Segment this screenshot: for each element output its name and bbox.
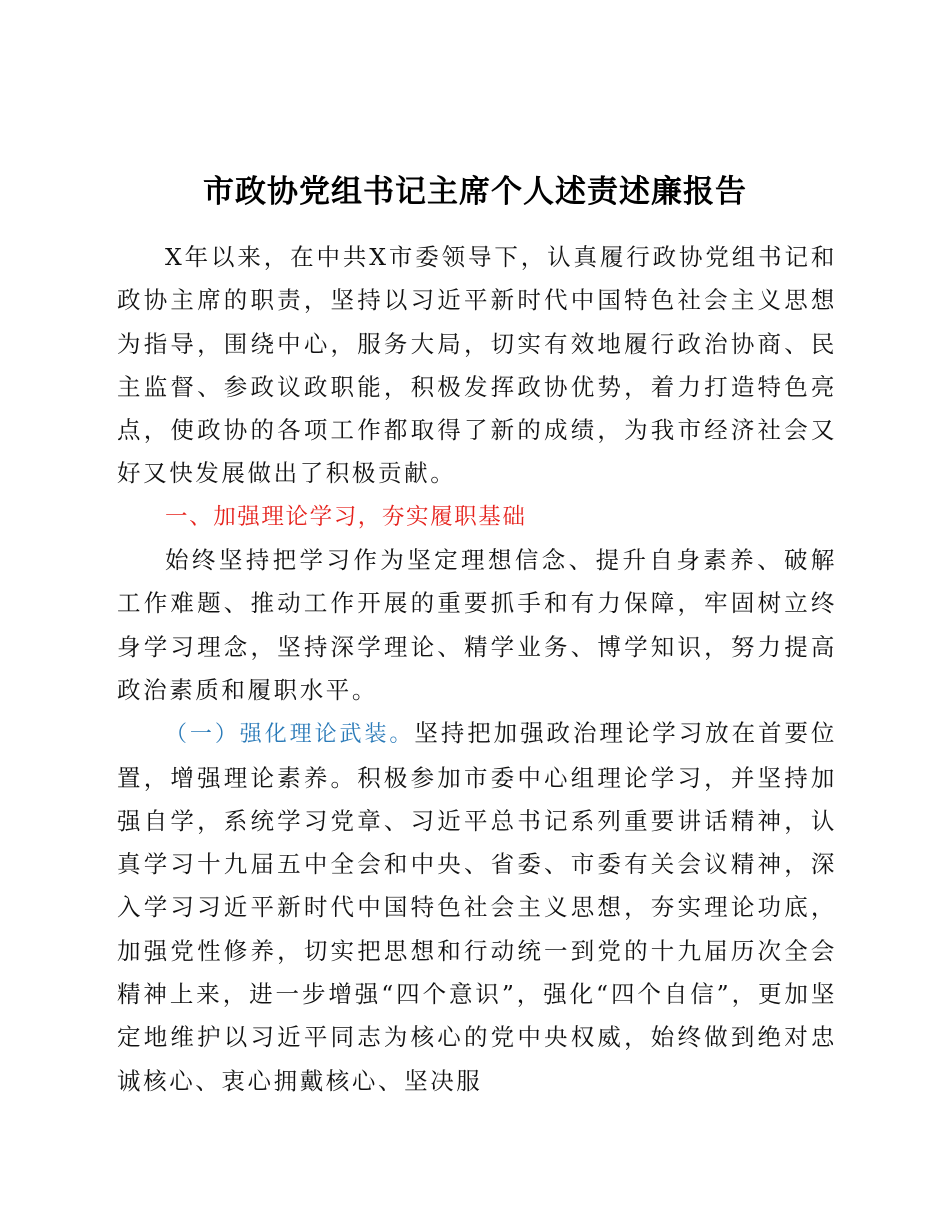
section-paragraph: 始终坚持把学习作为坚定理想信念、提升自身素养、破解工作难题、推动工作开展的重要抓手和有力保障，牢固树立终身学习理念，坚持深学理论、精学业务、博学知识，努力提高政治素质和履职水平。 — [117, 546, 837, 704]
subsection-text: 坚持把加强政治理论学习放在首要位置，增强理论素养。积极参加市委中心组理论学习，并坚持加强自学，系统学习党章、习近平总书记系列重要讲话精神，认真学习十九届五中全会和中央、省委、市委有关会议精神，深入学习习近平新时代中国特色社会主义思想，夯实理论功底，加强党性修养，切实把思想和行动统一到党的十九届历次全会精神上来，进一步增强“四个意识”，强化“四个自信”，更加坚定地维护以习近平同志为核心的党中央权威，始终做到绝对忠诚核心、衷心拥戴核心、坚决服 — [117, 719, 837, 1095]
subsection-paragraph — [117, 712, 837, 1103]
document-body — [117, 236, 837, 1103]
intro-paragraph: X年以来，在中共X市委领导下，认真履行政协党组书记和政协主席的职责，坚持以习近平新时代中国特色社会主义思想为指导，围绕中心，服务大局，切实有效地履行政治协商、民主监督、参政议政职能，积极发挥政协优势，着力打造特色亮点，使政协的各项工作都取得了新的成绩，为我市经济社会又好又快发展做出了积极贡献。 — [117, 243, 837, 488]
subsection-label: （一）强化理论武装。 — [165, 722, 415, 748]
section-heading: 一、加强理论学习，夯实履职基础 — [165, 503, 527, 530]
document-title: 市政协党组书记主席个人述责述廉报告 — [203, 174, 747, 210]
